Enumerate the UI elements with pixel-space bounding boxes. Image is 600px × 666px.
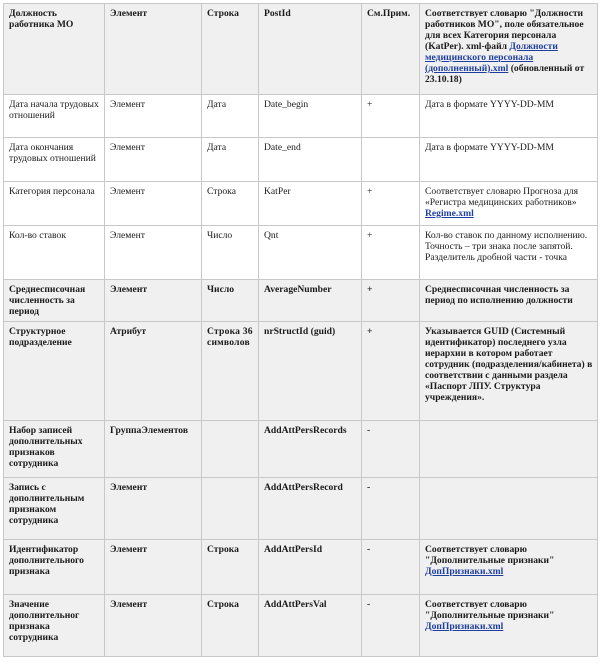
cell-description: Кол-во ставок по данному исполнению. Точность – три знака после запятой. Разделитель дробной части - точка (420, 226, 598, 280)
dictionary-link[interactable]: Должности медицинского персонала (дополненный).xml (425, 41, 558, 74)
cell-description (420, 421, 598, 478)
cell-data-type (202, 421, 259, 478)
cell-post-id: PostId (259, 4, 362, 95)
table-row (4, 182, 598, 226)
cell-type: Элемент (105, 595, 202, 657)
cell-description: Среднесписочная численность за период по исполнению должности (420, 280, 598, 322)
cell-required: + (362, 95, 420, 138)
cell-description: Соответствует словарю Прогноза для «Регистра медицинских работников» Regime.xml (420, 182, 598, 226)
cell-post-id: AverageNumber (259, 280, 362, 322)
cell-data-type (202, 478, 259, 540)
cell-type: Элемент (105, 478, 202, 540)
cell-name: Кол-во ставок (4, 226, 105, 280)
cell-description: Соответствует словарю "Должности работников МО", поле обязательное для всех Категория персонала (KatPer). xml-файл Должности медицинского персонала (дополненный).xml (обновленный от 23.10.18) (420, 4, 598, 95)
table-row (4, 4, 598, 95)
cell-required: - (362, 540, 420, 595)
cell-description (420, 478, 598, 540)
cell-type: Элемент (105, 280, 202, 322)
cell-data-type: Строка (202, 595, 259, 657)
table-row (4, 540, 598, 595)
cell-required (362, 138, 420, 182)
table-row (4, 322, 598, 421)
cell-data-type: Строка (202, 540, 259, 595)
cell-data-type: Строка 36 символов (202, 322, 259, 421)
table-row (4, 95, 598, 138)
cell-data-type: Строка (202, 182, 259, 226)
cell-name: Набор записей дополнительных признаков сотрудника (4, 421, 105, 478)
table-row (4, 226, 598, 280)
cell-description: Соответствует словарю "Дополнительные признаки" ДопПризнаки.xml (420, 540, 598, 595)
cell-name: Среднесписочная численность за период (4, 280, 105, 322)
dictionary-link[interactable]: ДопПризнаки.xml (425, 566, 504, 577)
cell-required: - (362, 595, 420, 657)
cell-data-type: Число (202, 226, 259, 280)
cell-post-id: AddAttPersId (259, 540, 362, 595)
cell-post-id: KatPer (259, 182, 362, 226)
cell-required: - (362, 421, 420, 478)
cell-type: Элемент (105, 138, 202, 182)
cell-type: Атрибут (105, 322, 202, 421)
cell-name: Запись с дополнительным признаком сотрудника (4, 478, 105, 540)
cell-name: Значение дополнительног признака сотрудника (4, 595, 105, 657)
cell-post-id: nrStructId (guid) (259, 322, 362, 421)
cell-description: Указывается GUID (Системный идентификатор) последнего узла иерархии в котором работает сотрудник (подразделения/кабинета) в соответствии с данными раздела «Паспорт ЛПУ. Структура учреждения». (420, 322, 598, 421)
cell-type: Элемент (105, 95, 202, 138)
cell-type: Элемент (105, 540, 202, 595)
table-row (4, 421, 598, 478)
cell-type: Элемент (105, 182, 202, 226)
cell-post-id: Date_end (259, 138, 362, 182)
cell-post-id: AddAttPersRecord (259, 478, 362, 540)
cell-name: Идентификатор дополнительного признака (4, 540, 105, 595)
cell-required: + (362, 226, 420, 280)
cell-data-type: Дата (202, 95, 259, 138)
dictionary-link[interactable]: Regime.xml (425, 208, 474, 219)
table-row (4, 595, 598, 657)
cell-name: Дата окончания трудовых отношений (4, 138, 105, 182)
cell-post-id: Qnt (259, 226, 362, 280)
table-row (4, 478, 598, 540)
table-row (4, 138, 598, 182)
cell-post-id: Date_begin (259, 95, 362, 138)
cell-type: Элемент (105, 4, 202, 95)
cell-required: + (362, 280, 420, 322)
cell-description: Дата в формате YYYY-DD-MM (420, 95, 598, 138)
cell-post-id: AddAttPersRecords (259, 421, 362, 478)
dictionary-link[interactable]: ДопПризнаки.xml (425, 621, 504, 632)
attributes-table (3, 3, 598, 657)
cell-data-type: Строка (202, 4, 259, 95)
cell-description: Соответствует словарю "Дополнительные признаки" ДопПризнаки.xml (420, 595, 598, 657)
cell-required: См.Прим. (362, 4, 420, 95)
cell-post-id: AddAttPersVal (259, 595, 362, 657)
cell-description: Дата в формате YYYY-DD-MM (420, 138, 598, 182)
table-row (4, 280, 598, 322)
cell-required: + (362, 182, 420, 226)
cell-data-type: Дата (202, 138, 259, 182)
cell-name: Структурное подразделение (4, 322, 105, 421)
cell-type: Элемент (105, 226, 202, 280)
cell-data-type: Число (202, 280, 259, 322)
cell-name: Должность работника МО (4, 4, 105, 95)
cell-name: Категория персонала (4, 182, 105, 226)
cell-name: Дата начала трудовых отношений (4, 95, 105, 138)
cell-required: - (362, 478, 420, 540)
cell-required: + (362, 322, 420, 421)
cell-type: ГруппаЭлементов (105, 421, 202, 478)
